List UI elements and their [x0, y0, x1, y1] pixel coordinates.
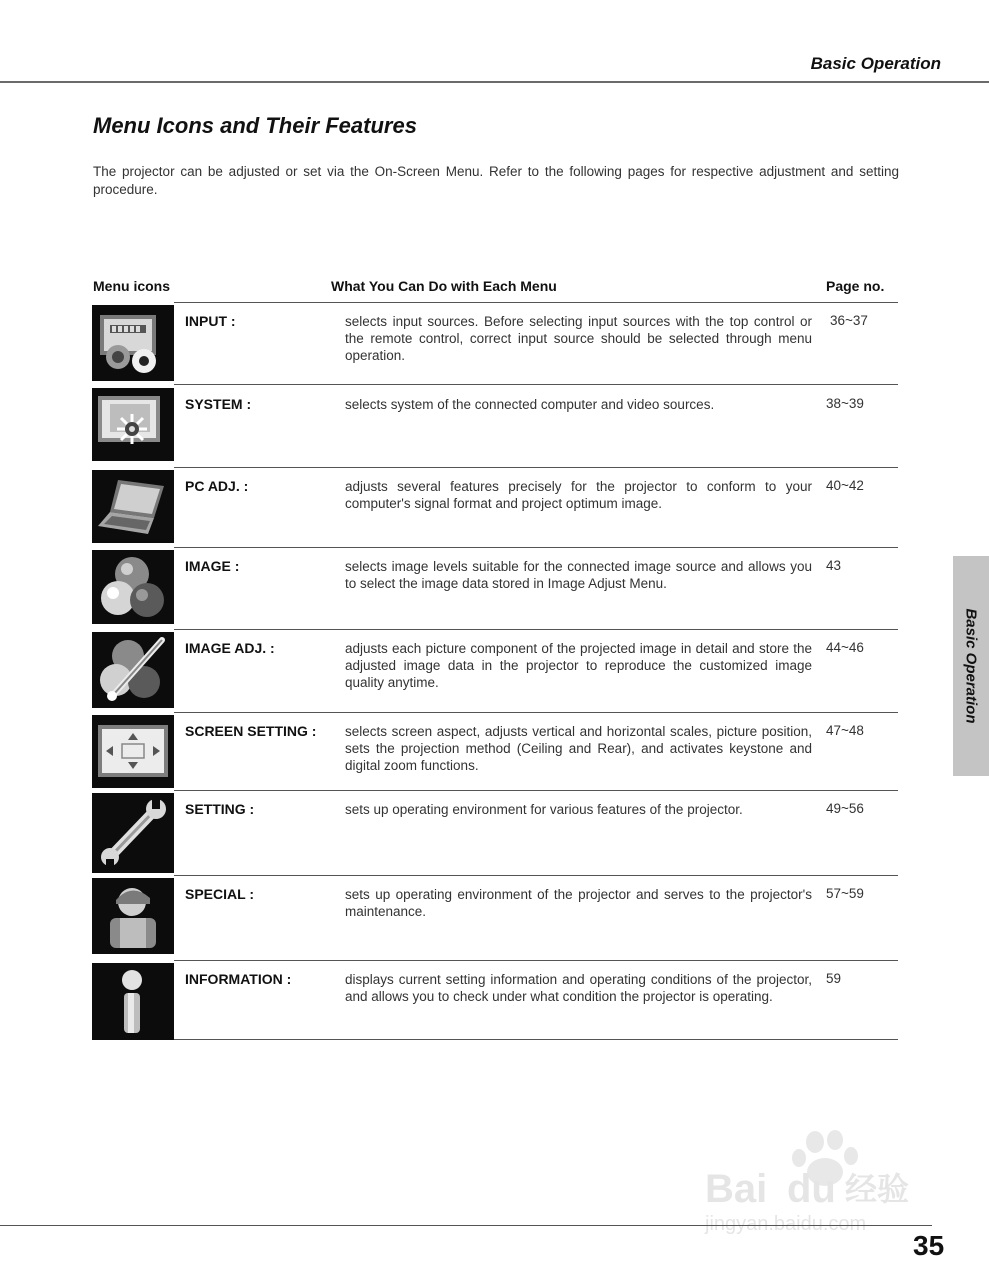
input-icon	[92, 305, 174, 381]
menu-row-image-adj	[92, 632, 898, 713]
svg-text:du: du	[787, 1167, 836, 1211]
menu-row-pc-adj	[92, 470, 898, 548]
row-divider	[174, 384, 898, 385]
menu-page-number: 43	[826, 558, 842, 573]
menu-description: selects input sources. Before selecting input sources with the top control or the remote control, correct input source should be selected through menu operation.	[345, 314, 812, 363]
row-divider	[174, 1039, 898, 1040]
row-divider	[174, 960, 898, 961]
page-title: Menu Icons and Their Features	[93, 113, 417, 138]
menu-page-number: 44~46	[826, 640, 864, 655]
row-divider	[174, 790, 898, 791]
menu-row-setting	[92, 793, 898, 876]
menu-name: INPUT :	[185, 313, 236, 329]
menu-name: SETTING :	[185, 801, 255, 817]
screen-setting-icon	[92, 715, 174, 788]
pc-adj-icon	[92, 470, 174, 543]
menu-name: SYSTEM :	[185, 396, 252, 412]
column-header-page: Page no.	[826, 278, 885, 294]
image-adj-icon	[92, 632, 174, 708]
row-divider	[174, 712, 898, 713]
menu-name: SCREEN SETTING :	[185, 723, 317, 739]
menu-page-number: 47~48	[826, 723, 864, 738]
row-divider	[174, 547, 898, 548]
menu-row-image	[92, 550, 898, 630]
system-icon	[92, 388, 174, 461]
menu-name: SPECIAL :	[185, 886, 254, 902]
menu-page-number: 59	[826, 971, 842, 986]
menu-name: PC ADJ. :	[185, 478, 249, 494]
header-divider	[174, 302, 898, 303]
menu-description: selects system of the connected computer and video sources.	[345, 397, 715, 412]
menu-description: adjusts several features precisely for the projector to conform to your computer's signal format and project optimum image.	[345, 479, 812, 511]
menu-description: sets up operating environment of the projector and serves to the projector's maintenance.	[345, 887, 812, 919]
menu-row-special	[92, 878, 898, 961]
setting-icon	[92, 793, 174, 873]
menu-description: adjusts each picture component of the projected image in detail and store the adjusted image data in the projector to reproduce the customized image quality anytime.	[345, 641, 812, 690]
svg-text:jingyan.baidu.com: jingyan.baidu.com	[705, 1213, 867, 1235]
header-rule	[0, 81, 989, 83]
side-tab-label: Basic Operation	[962, 608, 980, 724]
menu-row-input	[92, 305, 898, 385]
column-header-what: What You Can Do with Each Menu	[331, 278, 557, 294]
header-section-title: Basic Operation	[810, 54, 941, 73]
special-icon	[92, 878, 174, 954]
svg-text:经验: 经验	[845, 1170, 910, 1208]
image-icon	[92, 550, 174, 624]
row-divider	[174, 875, 898, 876]
menu-name: IMAGE :	[185, 558, 240, 574]
menu-description: selects screen aspect, adjusts vertical and horizontal scales, picture position, sets the projection method (Ceiling and Rear), and activates keystone and digital zoom functions.	[345, 724, 812, 773]
menu-description: displays current setting information and operating conditions of the projector, and allows you to check under what condition the projector is operating.	[345, 972, 812, 1004]
menu-page-number: 38~39	[826, 396, 864, 411]
row-divider	[174, 467, 898, 468]
menu-page-number: 36~37	[830, 313, 868, 328]
menu-description: selects image levels suitable for the connected image source and allows you to select the image data stored in Image Adjust Menu.	[345, 559, 812, 591]
row-divider	[174, 629, 898, 630]
menu-description: sets up operating environment for various features of the projector.	[345, 802, 743, 817]
intro-paragraph: The projector can be adjusted or set via the On-Screen Menu. Refer to the following pages for respective adjustment and setting procedure.	[93, 164, 899, 197]
menu-page-number: 49~56	[826, 801, 864, 816]
page-number: 35	[913, 1230, 945, 1261]
menu-page-number: 40~42	[826, 478, 864, 493]
menu-row-screen-setting	[92, 715, 898, 791]
menu-name: IMAGE ADJ. :	[185, 640, 275, 656]
menu-row-information	[92, 963, 898, 1043]
side-tab	[953, 556, 989, 776]
footer-rule	[0, 1225, 932, 1226]
svg-text:Bai: Bai	[705, 1167, 768, 1211]
menu-page-number: 57~59	[826, 886, 864, 901]
baidu-watermark-logo	[695, 1130, 935, 1240]
menu-name: INFORMATION :	[185, 971, 292, 987]
menu-row-system	[92, 388, 898, 468]
column-header-icons: Menu icons	[93, 278, 171, 294]
information-icon	[92, 963, 174, 1040]
